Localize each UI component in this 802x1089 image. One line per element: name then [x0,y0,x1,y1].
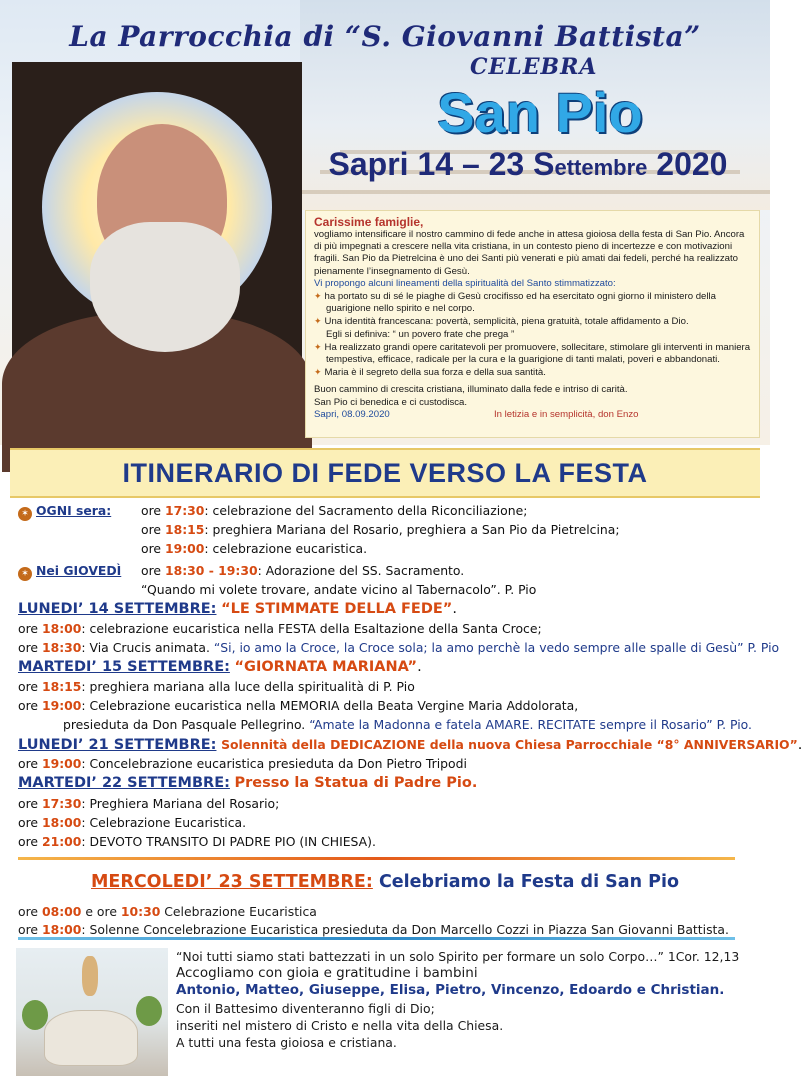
letter-intro: vogliamo intensificare il nostro cammino di fede anche in attesa gioiosa della festa di San Pio. Ancora di più impegnati a crescere nella vita cristiana, in un contesto pieno di incertezze e con motivazioni fragili. San Pio da Pietrelcina è uno dei Santi più venerati e più amati dai fedeli, perché ha realizzato pienamente l’insegnamento di Gesù. [314,229,745,277]
divider-orange [18,857,735,860]
day-heading: LUNEDI’ 14 SETTEMBRE: “LE STIMMATE DELLA FEDE”. [18,601,457,617]
schedule-row: ore 17:30: Preghiera Mariana del Rosario; [18,796,280,811]
schedule-row: ore 19:00: celebrazione eucaristica. [141,541,368,556]
schedule-row: ore 17:30: celebrazione del Sacramento della Riconciliazione; [141,503,528,518]
letter-bullet-sub: Egli si definiva: “ un povero frate che prega ” [326,328,515,340]
letter-bullet: ✦ Una identità francescana: povertà, semplicità, piena gratuità, totale affidamento a Dio. [314,315,751,328]
mercoledi-heading: MERCOLEDI’ 23 SETTEMBRE: Celebriamo la Festa di San Pio [91,872,679,892]
letter-bullet: ✦ Ha realizzato grandi opere caritatevoli per promuovere, sollecitare, stimolare gli interventi in maniera tempestiva, efficace, radicale per la cura e la guarigione di tanti malati, poveri e abbandonati. [314,341,751,366]
schedule-row: ore 19:00: Concelebrazione eucaristica presieduta da Don Pietro Tripodi [18,756,467,771]
mercoledi-line: ore 18:00: Solenne Concelebrazione Eucaristica presieduta da Don Marcello Cozzi in Piazza San Giovanni Battista. [18,922,729,937]
letter-lead: Vi propongo alcuni lineamenti della spiritualità del Santo stimmatizzato: [314,277,616,289]
schedule-quote: “Quando mi volete trovare, andate vicino al Tabernacolo”. P. Pio [141,582,537,597]
plant [22,1000,48,1030]
letter-closing: San Pio ci benedica e ci custodisca. [314,396,468,408]
pastoral-letter [305,210,760,438]
header [0,0,770,445]
letter-bullet: ✦ Maria è il segreto della sua forza e della sua santità. [314,366,751,379]
schedule-row: ✶ Nei GIOVEDÌ [18,562,121,581]
schedule-row: ore 18:15: preghiera mariana alla luce della spiritualità di P. Pio [18,679,415,694]
letter-signature: In letizia e in semplicità, don Enzo [494,408,639,420]
schedule-row: ore 19:00: Celebrazione eucaristica nella MEMORIA della Beata Vergine Maria Addolorata, [18,698,579,713]
parish-title: La Parrocchia di “S. Giovanni Battista” [69,20,701,53]
plant [136,996,162,1026]
schedule-row: ore 18:00: celebrazione eucaristica nella FESTA della Esaltazione della Santa Croce; [18,621,542,636]
star-icon: ✶ [18,567,32,581]
schedule-row: ore 18:30: Via Crucis animata. “Si, io amo la Croce, la Croce sola; la amo perchè la vedo sempre alle spalle di Gesù” P. Pio [18,640,780,655]
celebra-label: CELEBRA [470,54,598,80]
baptism-names: Antonio, Matteo, Giuseppe, Elisa, Pietro, Vincenzo, Edoardo e Christian. [176,982,725,999]
statue [82,956,98,996]
saint-name: San Pio [437,81,643,144]
letter-bullet: ✦ ha portato su di sé le piaghe di Gesù crocifisso ed ha esercitato ogni giorno il ministero della guarigione nello spirito e nel corpo. [314,290,751,315]
schedule-row: presieduta da Don Pasquale Pellegrino. “Amate la Madonna e fatela AMARE. RECITATE sempre il Rosario” P. Pio. [63,717,752,732]
star-icon: ✶ [18,507,32,521]
day-heading: MARTEDI’ 22 SETTEMBRE: Presso la Statua di Padre Pio. [18,775,478,791]
day-heading: MARTEDI’ 15 SETTEMBRE: “GIORNATA MARIANA”. [18,659,422,675]
schedule-row: ✶ OGNI sera: [18,502,111,521]
schedule-row: ore 21:00: DEVOTO TRANSITO DI PADRE PIO (IN CHIESA). [18,834,376,849]
day-heading: LUNEDI’ 21 SETTEMBRE: Solennità della DEDICAZIONE della nuova Chiesa Parrocchiale “8° ANNIVERSARIO”. [18,737,802,753]
schedule-row: ore 18:30 - 19:30: Adorazione del SS. Sacramento. [141,563,465,578]
baptism-announcement [176,948,766,1051]
itinerary-title: ITINERARIO DI FEDE VERSO LA FESTA [122,458,648,488]
baptism-quote: “Noi tutti siamo stati battezzati in un solo Spirito per formare un solo Corpo…” 1Cor. 12,13 [176,949,740,964]
letter-place-date: Sapri, 08.09.2020 [314,408,390,420]
letter-closing: Buon cammino di crescita cristiana, illuminato dalla fede e intriso di carità. [314,384,628,396]
baptism-welcome: Accogliamo con gioia e gratitudine i bambini [176,965,478,982]
schedule-row: ore 18:15: preghiera Mariana del Rosario, preghiera a San Pio da Pietrelcina; [141,522,620,537]
event-dates: Sapri 14 – 23 Settembre 2020 [328,146,728,182]
itinerary-banner [10,448,760,498]
schedule-row: ore 18:00: Celebrazione Eucaristica. [18,815,247,830]
font-basin [44,1010,138,1066]
baptism-line: A tutti una festa gioiosa e cristiana. [176,1035,397,1051]
baptism-line: inseriti nel mistero di Cristo e nella vita della Chiesa. [176,1017,504,1033]
baptism-line: Con il Battesimo diventeranno figli di Dio; [176,1000,435,1016]
mercoledi-line: ore 08:00 e ore 10:30 Celebrazione Eucaristica [18,904,317,919]
letter-footer [314,409,751,422]
padre-pio-portrait [12,62,302,440]
letter-greeting: Carissime famiglie, [314,215,424,229]
baptismal-font-photo [16,948,168,1076]
divider-blue [18,937,735,940]
beard [90,222,240,352]
